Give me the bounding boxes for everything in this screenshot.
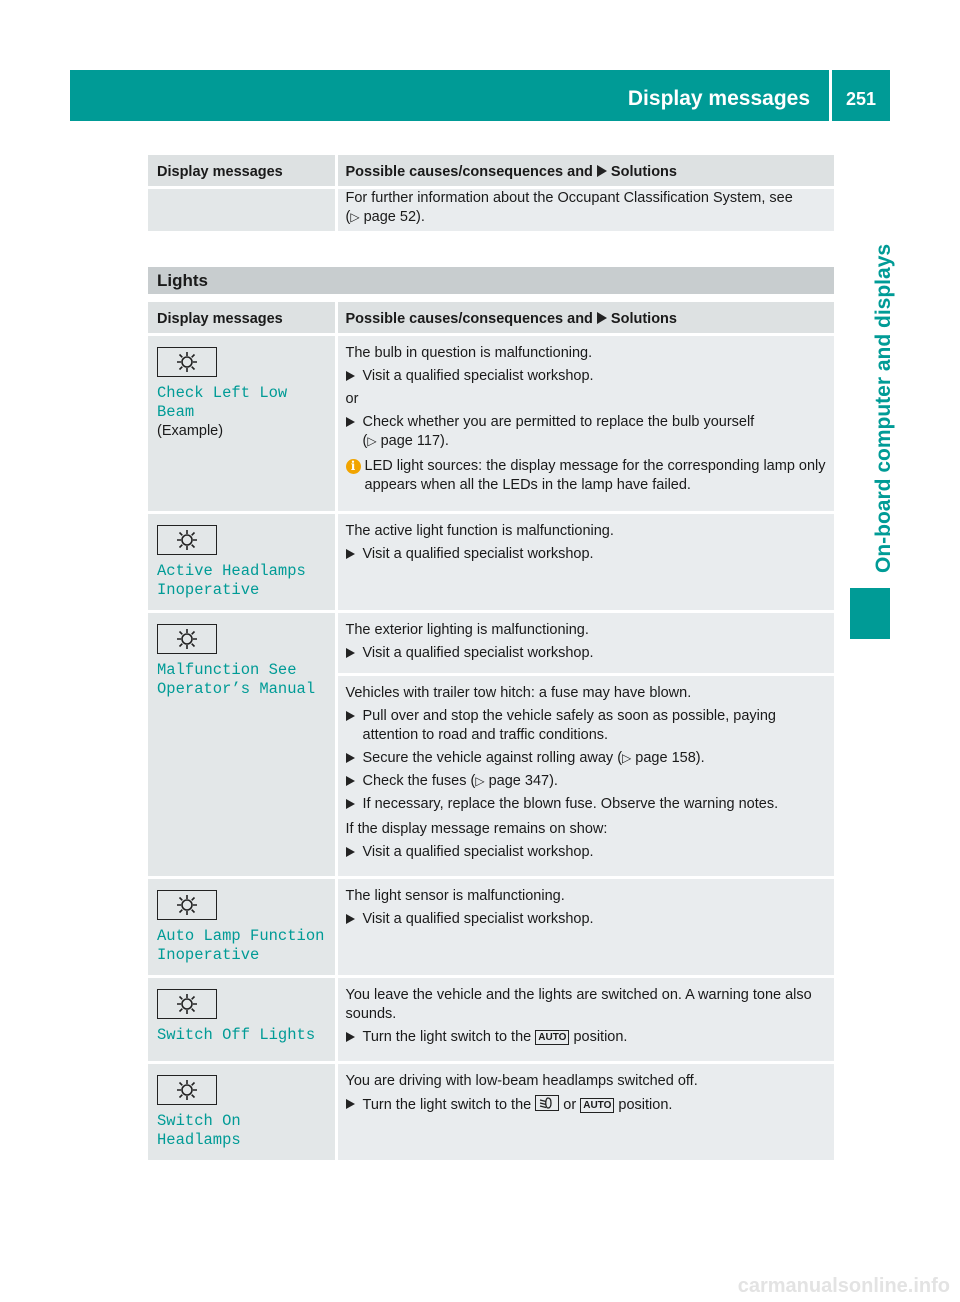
page-header xyxy=(70,70,890,121)
info-icon: i xyxy=(346,459,361,474)
solution-step: If necessary, replace the blown fuse. Observe the warning notes. xyxy=(346,795,829,814)
cause-text: The bulb in question is malfunctioning. xyxy=(345,344,593,361)
page-ref-icon: ▷ xyxy=(367,433,377,448)
page-ref-link[interactable]: page 117). xyxy=(380,432,449,449)
solution-step: Visit a qualified specialist workshop. xyxy=(346,910,829,929)
table-row xyxy=(148,976,834,1062)
page-ref-link[interactable]: page 52). xyxy=(363,208,425,225)
solution-step: Check whether you are permitted to replace the bulb yourself (▷ page 117). xyxy=(346,413,829,451)
bulb-warning-icon xyxy=(157,989,217,1019)
display-message: Check Left Low Beam xyxy=(157,383,288,421)
bulb-warning-icon xyxy=(157,525,217,555)
info-note: i LED light sources: the display message for the corresponding lamp only appears when all the LEDs in the lamp have failed. xyxy=(346,457,829,495)
header-title: Display messages xyxy=(627,87,810,110)
solution-step: Turn the light switch to the or AUTO position. xyxy=(346,1095,829,1115)
display-message: Switch On Headlamps xyxy=(157,1111,241,1149)
table-row xyxy=(148,512,834,611)
col-header-causes: Possible causes/consequences and Solutions xyxy=(336,302,834,334)
display-message: Inoperative xyxy=(157,945,260,964)
table-row xyxy=(148,1062,834,1160)
watermark: carmanualsonline.info xyxy=(737,1275,950,1297)
cause-text: You are driving with low-beam headlamps switched off. xyxy=(345,1072,698,1089)
remain-text: If the display message remains on show: xyxy=(345,820,608,837)
solution-arrow-icon xyxy=(597,312,607,324)
cause-text: The light sensor is malfunctioning. xyxy=(345,887,565,904)
bulb-warning-icon xyxy=(157,624,217,654)
example-note: (Example) xyxy=(157,422,224,439)
page-number: 251 xyxy=(845,89,877,109)
side-tab xyxy=(846,222,895,587)
table-row xyxy=(148,877,834,976)
top-table xyxy=(148,155,834,231)
auto-switch-icon: AUTO xyxy=(580,1098,614,1113)
page-ref-link[interactable]: page 347). xyxy=(488,772,558,789)
or-text: or xyxy=(345,390,359,407)
col-header-messages: Display messages xyxy=(148,155,336,187)
solution-step: Visit a qualified specialist workshop. xyxy=(346,367,829,386)
col-header-messages: Display messages xyxy=(148,302,336,334)
display-message: Malfunction See xyxy=(157,660,297,679)
page-ref-icon: ▷ xyxy=(350,209,360,224)
occupant-info-text: For further information about the Occupant Classification System, see (▷ page 52). xyxy=(336,187,834,231)
page-ref-icon: ▷ xyxy=(622,750,632,765)
display-message: Switch Off Lights xyxy=(157,1025,316,1044)
low-beam-icon xyxy=(535,1095,559,1111)
solution-step: Visit a qualified specialist workshop. xyxy=(346,644,829,663)
auto-switch-icon: AUTO xyxy=(535,1030,569,1045)
solution-step: Check the fuses (▷ page 347). xyxy=(346,772,829,791)
page-ref-icon: ▷ xyxy=(475,773,485,788)
bulb-warning-icon xyxy=(157,347,217,377)
solution-arrow-icon xyxy=(597,165,607,177)
side-tab-marker xyxy=(850,588,890,639)
cause-text: The active light function is malfunctioning. xyxy=(345,522,614,539)
display-message: Inoperative xyxy=(157,580,260,599)
page-ref-link[interactable]: page 158). xyxy=(635,749,705,766)
cause-text: The exterior lighting is malfunctioning. xyxy=(345,621,589,638)
solution-step: Pull over and stop the vehicle safely as soon as possible, paying attention to road and traffic conditions. xyxy=(346,707,829,745)
solution-step: Visit a qualified specialist workshop. xyxy=(346,545,829,564)
bulb-warning-icon xyxy=(157,890,217,920)
display-message: Operator’s Manual xyxy=(157,679,316,698)
cause-text: You leave the vehicle and the lights are switched on. A warning tone also sounds. xyxy=(345,986,812,1022)
side-tab-label: On-board computer and displays xyxy=(872,243,895,573)
solution-step: Turn the light switch to the AUTO position. xyxy=(346,1028,829,1047)
solution-step: Visit a qualified specialist workshop. xyxy=(346,843,829,862)
bulb-warning-icon xyxy=(157,1075,217,1105)
solution-step: Secure the vehicle against rolling away (▷ page 158). xyxy=(346,749,829,768)
table-row xyxy=(148,611,834,674)
col-header-causes: Possible causes/consequences and Solutions xyxy=(336,155,834,187)
table-row xyxy=(148,334,834,512)
display-message: Active Headlamps xyxy=(157,561,306,580)
cause-text: Vehicles with trailer tow hitch: a fuse may have blown. xyxy=(345,684,692,701)
display-message: Auto Lamp Function xyxy=(157,926,325,945)
section-title: Lights xyxy=(148,267,834,294)
lights-table xyxy=(148,302,834,1160)
